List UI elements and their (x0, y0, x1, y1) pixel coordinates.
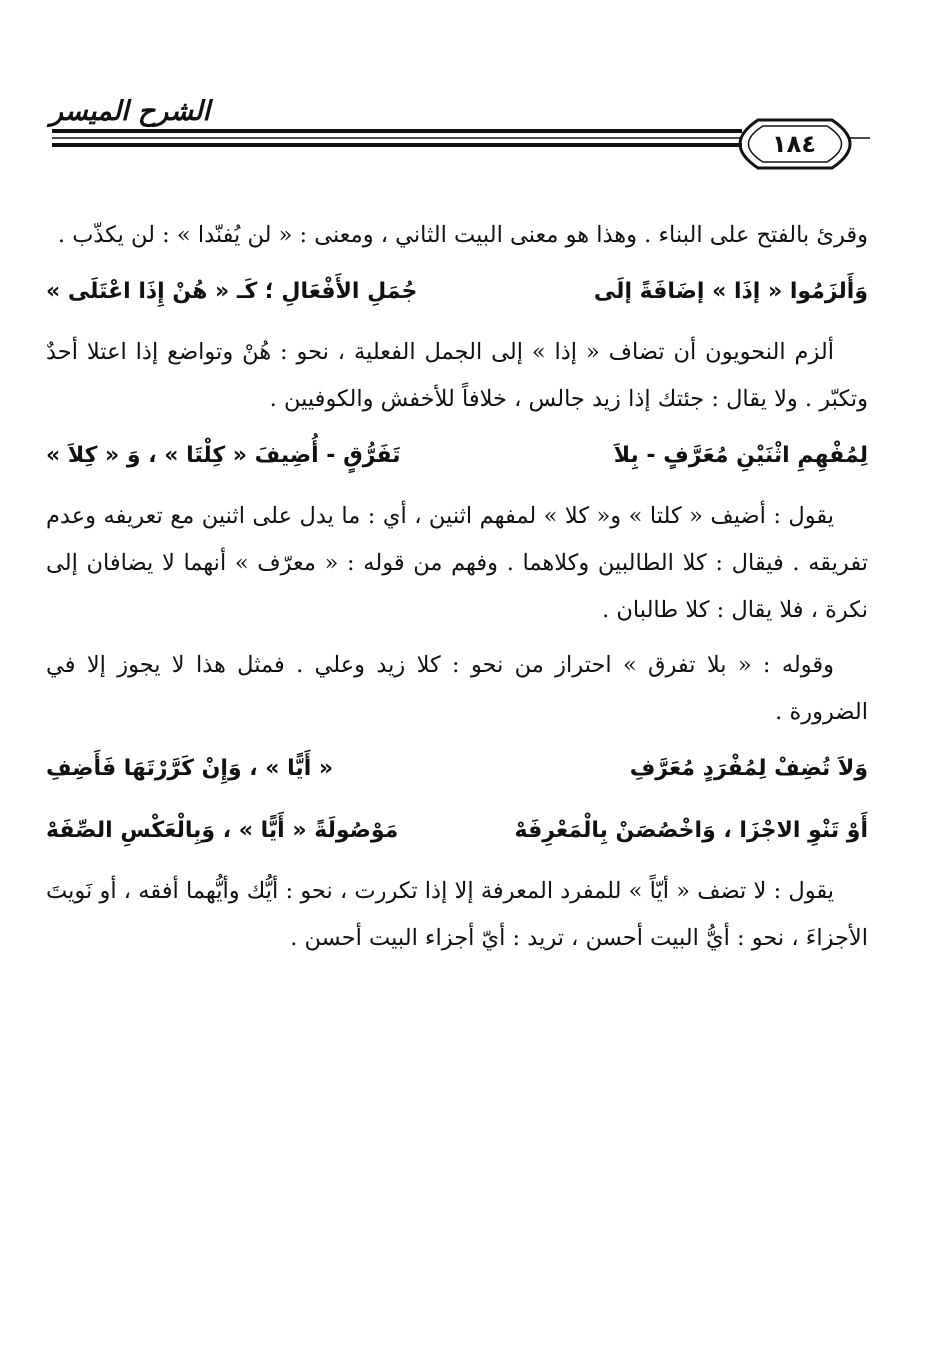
verse-1 (46, 267, 868, 317)
verse-4-second-hemistich: مَوْصُولَةً « أَيًّا » ، وَبِالْعَكْسِ الصِّفَهْ (46, 818, 399, 843)
verse-3 (46, 744, 868, 794)
verse-3-second-hemistich: « أَيًّا » ، وَإِنْ كَرَّرْتَهَا فَأَضِفِ (46, 756, 334, 781)
verse-4 (46, 806, 868, 856)
paragraph-5: يقول : لا تضف « أيّاً » للمفرد المعرفة إلا إذا تكررت ، نحو : أيُّك وأيُّهما أفقه ، أو نَويتَ الأجزاءَ ، نحو : أيُّ البيت أحسن ، تريد : أيّ أجزاء البيت أحسن . (46, 878, 868, 951)
paragraph-2: ألزم النحويون أن تضاف « إذا » إلى الجمل الفعلية ، نحو : هُنْ وتواضع إذا اعتلا أحدٌ وتكبّر . ولا يقال : جئتك إذا زيد جالس ، خلافاً للأخفش والكوفيين . (46, 339, 868, 412)
verse-2-first-hemistich: لِمُفْهِمِ اثْنَيْنِ مُعَرَّفٍ - بِلاَ (613, 443, 868, 468)
page-header (0, 0, 944, 200)
paragraph-3: يقول : أضيف « كلتا » و« كلا » لمفهم اثنين ، أي : ما يدل على اثنين مع تعريفه وعدم تفريقه . فيقال : كلا الطالبين وكلاهما . وفهم من قوله : « معرّف » أنهما لا يضافان إلى نكرة ، فلا يقال : كلا طالبان . (46, 503, 868, 623)
page-number: ١٨٤ (772, 130, 816, 158)
paragraph-4: وقوله : « بلا تفرق » احتراز من نحو : كلا زيد وعلي . فمثل هذا لا يجوز إلا في الضرورة . (46, 652, 868, 725)
verse-2-second-hemistich: تَفَرُّقٍ - أُضِيفَ « كِلْتَا » ، وَ « كِلاَ » (46, 443, 401, 468)
page-body (46, 212, 868, 970)
verse-3-first-hemistich: وَلاَ تُضِفْ لِمُفْرَدٍ مُعَرَّفِ (629, 756, 868, 781)
paragraph-1: وقرئ بالفتح على البناء . وهذا هو معنى البيت الثاني ، ومعنى : « لن يُفنّدا » : لن يكذّب . (57, 222, 868, 248)
book-title: الشرح الميسر (50, 96, 211, 127)
verse-1-first-hemistich: وَأَلزَمُوا « إذَا » إضَافَةً إلَى (593, 279, 868, 304)
verse-4-first-hemistich: أَوْ تَنْوِ الاجْزَا ، وَاخْصُصَنْ بِالْمَعْرِفَهْ (514, 818, 868, 843)
verse-2 (46, 431, 868, 481)
verse-1-second-hemistich: جُمَلِ الأَفْعَالِ ؛ كَـ « هُنْ إِذَا اعْتَلَى » (46, 279, 418, 304)
